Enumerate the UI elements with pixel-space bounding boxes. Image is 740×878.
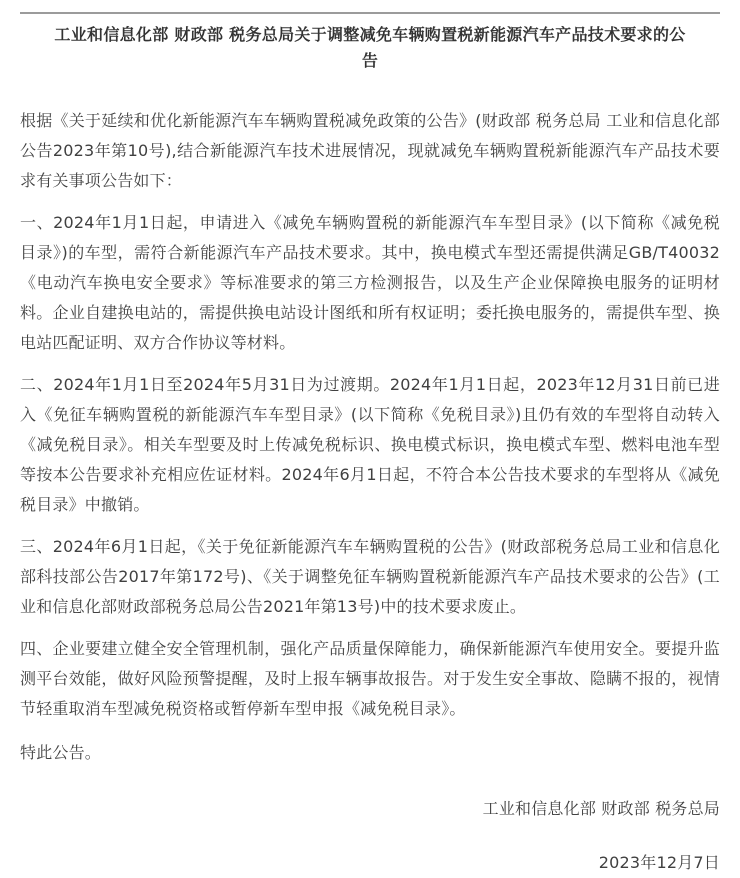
announcement-title: 工业和信息化部 财政部 税务总局关于调整减免车辆购置税新能源汽车产品技术要求的公告 (54, 25, 686, 70)
issuing-agencies: 工业和信息化部 财政部 税务总局 (482, 799, 720, 818)
closing-statement: 特此公告。 (20, 743, 102, 762)
announcement-paragraph-intro: 根据《关于延续和优化新能源汽车车辆购置税减免政策的公告》(财政部 税务总局 工业和信息化部公告2023年第10号),结合新能源汽车技术进展情况，现就减免车辆购置税新能源汽车产品技术要求有关事项公告如下： (20, 111, 720, 190)
top-divider (20, 12, 720, 14)
announcement-paragraph-item-3: 三、2024年6月1日起，《关于免征新能源汽车车辆购置税的公告》(财政部税务总局工业和信息化部科技部公告2017年第172号)、《关于调整免征车辆购置税新能源汽车产品技术要求的公告》(工业和信息化部财政部税务总局公告2021年第13号)中的技术要求废止。 (20, 537, 720, 616)
announcement-paragraph-item-1: 一、2024年1月1日起，申请进入《减免车辆购置税的新能源汽车车型目录》(以下简称《减免税目录》)的车型，需符合新能源汽车产品技术要求。其中，换电模式车型还需提供满足GB/T40032《电动汽车换电安全要求》等标准要求的第三方检测报告，以及生产企业保障换电服务的证明材料。企业自建换电站的，需提供换电站设计图纸和所有权证明；委托换电服务的，需提供车型、换电站匹配证明、双方合作协议等材料。 (20, 213, 720, 352)
announcement-paragraph-item-2: 二、2024年1月1日至2024年5月31日为过渡期。2024年1月1日起，2023年12月31日前已进入《免征车辆购置税的新能源汽车车型目录》(以下简称《免税目录》)且仍有效的车型将自动转入《减免税目录》。相关车型要及时上传减免税标识、换电模式标识，换电模式车型、燃料电池车型等按本公告要求补充相应佐证材料。2024年6月1日起，不符合本公告技术要求的车型将从《减免税目录》中撤销。 (20, 375, 720, 514)
issue-date: 2023年12月7日 (598, 853, 720, 872)
announcement-paragraph-item-4: 四、企业要建立健全安全管理机制，强化产品质量保障能力，确保新能源汽车使用安全。要提升监测平台效能，做好风险预警提醒，及时上报车辆事故报告。对于发生安全事故、隐瞒不报的，视情节轻重取消车型减免税资格或暂停新车型申报《减免税目录》。 (20, 639, 720, 718)
